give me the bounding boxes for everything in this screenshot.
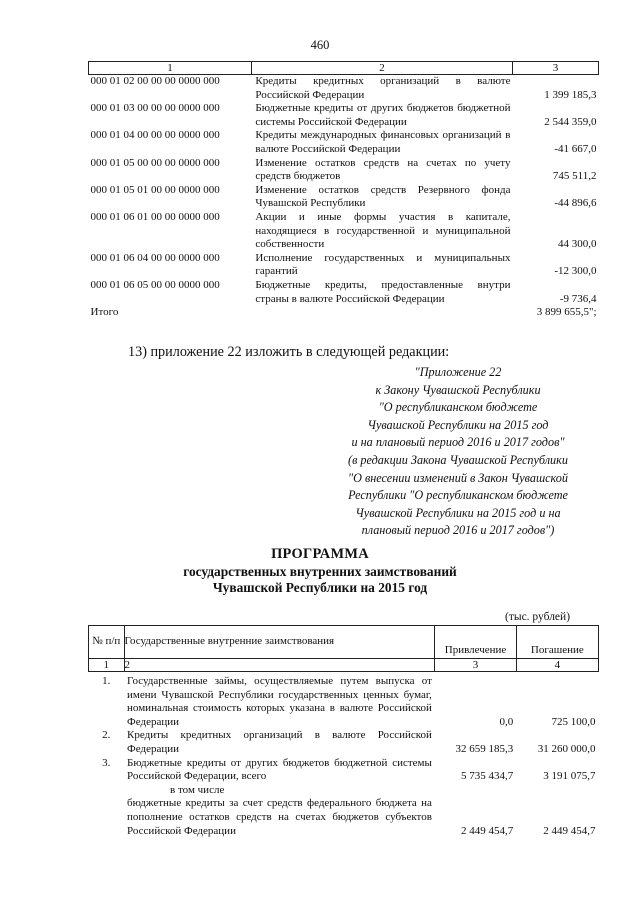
row-attract: 32 659 185,3 — [455, 742, 514, 755]
header-num: № п/п — [89, 626, 125, 659]
header-name: Государственные внутренние заимствования — [124, 626, 435, 659]
annex-header — [318, 364, 598, 540]
including-row — [89, 784, 599, 798]
annex-line: плановый период 2016 и 2017 годов") — [361, 523, 555, 538]
row-text: Акции и иные формы участия в капитале, находящиеся в государственной и муниципальной собственности — [255, 210, 511, 251]
table-row — [89, 102, 599, 129]
column-number-row — [89, 659, 599, 672]
row-value: -44 896,6 — [554, 197, 597, 210]
annex-line: и на плановый период 2016 и 2017 годов" — [351, 435, 565, 450]
program-table — [88, 625, 599, 838]
annex-line: "О республиканском бюджете — [378, 400, 538, 415]
row-num: 1. — [102, 675, 111, 687]
table-header-row — [89, 62, 599, 75]
row-code: 000 01 06 01 00 00 0000 000 — [90, 210, 220, 223]
row-text: Кредиты кредитных организаций в валюте Российской Федерации — [255, 75, 511, 101]
program-subtitle: государственных внутренних заимствований — [183, 564, 457, 579]
row-code: 000 01 04 00 00 00 0000 000 — [90, 129, 220, 142]
row-value: 2 544 359,0 — [544, 115, 597, 128]
annex-line: Республики "О республиканском бюджете — [348, 488, 568, 503]
table-row — [89, 729, 599, 756]
subrow-text: бюджетные кредиты за счет средств федерального бюджета на пополнение остатков средств на счетах бюджетов субъектов Российской Федерации — [127, 797, 432, 837]
annex-line: (в редакции Закона Чувашской Республики — [348, 452, 568, 467]
total-value: 3 899 655,5"; — [536, 306, 597, 319]
annex-line: Чувашской Республики на 2015 год и на — [355, 505, 561, 520]
annex-line: "О внесении изменений в Закон Чувашской — [348, 470, 568, 485]
row-code: 000 01 03 00 00 00 0000 000 — [90, 102, 220, 115]
units-label: (тыс. рублей) — [505, 611, 571, 623]
row-code: 000 01 06 04 00 00 0000 000 — [90, 251, 220, 264]
page-number: 460 — [310, 38, 330, 52]
row-repay: 31 260 000,0 — [537, 742, 596, 755]
program-subtitle-year: Чувашской Республики на 2015 год — [212, 580, 428, 595]
row-text: Кредиты международных финансовых организаций в валюте Российской Федерации — [255, 129, 511, 155]
row-text: Изменение остатков средств на счетах по учету средств бюджетов — [255, 156, 511, 183]
row-code: 000 01 06 05 00 00 0000 000 — [90, 278, 220, 291]
table-row — [89, 157, 599, 184]
table-row — [89, 279, 599, 306]
row-code: 000 01 05 01 00 00 0000 000 — [90, 183, 220, 196]
row-text: Бюджетные кредиты, предоставленные внутри страны в валюте Российской Федерации — [255, 278, 511, 305]
table-row — [89, 757, 599, 784]
row-text: Исполнение государственных и муниципальных гарантий — [255, 251, 511, 278]
row-attract: 0,0 — [499, 715, 514, 728]
header-attract: Привлечение — [435, 626, 516, 659]
row-repay: 3 191 075,7 — [543, 770, 596, 783]
table-row — [89, 211, 599, 252]
table-row — [89, 252, 599, 279]
table-row — [89, 184, 599, 211]
row-value: -12 300,0 — [554, 265, 597, 278]
annex-line: "Приложение 22 — [414, 365, 502, 379]
annex-line: Чувашской Республики на 2015 год — [367, 417, 549, 432]
header-col-1: 1 — [89, 62, 252, 75]
row-value: -9 736,4 — [559, 292, 597, 305]
sources-table — [88, 61, 599, 320]
row-code: 000 01 05 00 00 00 0000 000 — [90, 156, 220, 169]
row-code: 000 01 02 00 00 00 0000 000 — [90, 75, 220, 87]
subrow-attract: 2 449 454,7 — [460, 824, 514, 837]
row-value: 745 511,2 — [552, 170, 597, 183]
header-col-3: 3 — [512, 62, 598, 75]
table-row — [89, 797, 599, 838]
row-num: 3. — [102, 756, 111, 769]
row-value: 1 399 185,3 — [544, 88, 597, 101]
annex-line: к Закону Чувашской Республики — [375, 382, 541, 397]
col-number: 1 — [89, 659, 125, 672]
subrow-repay: 2 449 454,7 — [543, 824, 596, 837]
header-col-2: 2 — [251, 62, 512, 75]
row-repay: 725 100,0 — [551, 715, 596, 728]
table-row — [89, 672, 599, 730]
table-row — [89, 129, 599, 156]
col-number: 4 — [516, 659, 598, 672]
row-value: -41 667,0 — [554, 142, 597, 155]
row-text: Бюджетные кредиты от других бюджетов бюджетной системы Российской Федерации — [255, 102, 511, 128]
row-text: Изменение остатков средств Резервного фонда Чувашской Республики — [255, 183, 511, 210]
total-label: Итого — [90, 306, 119, 319]
row-num: 2. — [102, 729, 111, 742]
including-label: в том числе — [170, 783, 225, 796]
table-row — [89, 75, 599, 103]
row-attract: 5 735 434,7 — [460, 770, 514, 783]
row-text: Бюджетные кредиты от других бюджетов бюджетной системы Российской Федерации, всего — [127, 756, 432, 783]
amendment-instruction: 13) приложение 22 изложить в следующей редакции: — [128, 344, 450, 360]
row-text: Государственные займы, осуществляемые путем выпуска от имени Чувашской Республики государственных ценных бумаг, номинальная стоимость которых указана в валюте Российской Федерации — [127, 675, 432, 728]
col-number: 3 — [435, 659, 516, 672]
program-title: ПРОГРАММА — [271, 546, 369, 562]
row-text: Кредиты кредитных организаций в валюте Российской Федерации — [127, 729, 432, 755]
program-header-row — [89, 626, 599, 659]
col-number: 2 — [124, 659, 435, 672]
header-repay: Погашение — [516, 626, 598, 659]
total-row — [89, 306, 599, 320]
row-value: 44 300,0 — [558, 238, 597, 251]
